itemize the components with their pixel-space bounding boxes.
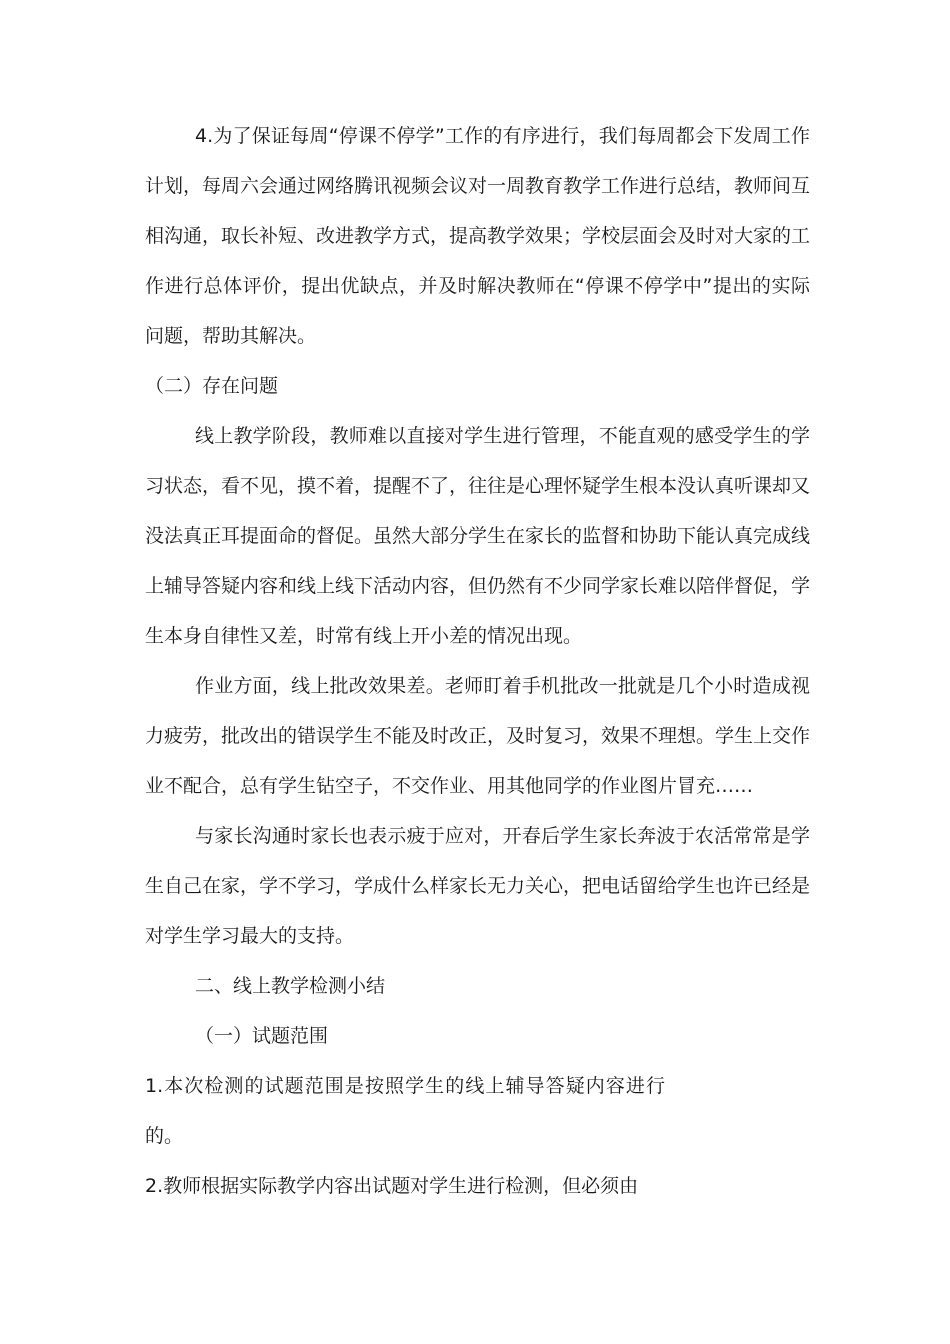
paragraph-homework: 作业方面，线上批改效果差。老师盯着手机批改一批就是几个小时造成视力疲劳，批改出的错误学生不能及时改正，及时复习，效果不理想。学生上交作业不配合，总有学生钻空子，不交作业、用其他同学的作业图片冒充……	[145, 675, 811, 797]
section-heading-problems: （二）存在问题	[145, 375, 279, 397]
section-heading-test-summary: 二、线上教学检测小结	[195, 975, 386, 997]
list-item-2: 2.教师根据实际教学内容出试题对学生进行检测，但必须由	[145, 1175, 639, 1197]
paragraph-weekly-plan: 4.为了保证每周“停课不停学”工作的有序进行，我们每周都会下发周工作计划，每周六会通过网络腾讯视频会议对一周教育教学工作进行总结，教师间互相沟通，取长补短、改进教学方式，提高教学效果；学校层面会及时对大家的工作进行总体评价，提出优缺点，并及时解决教师在“停课不停学中”提出的实际问题，帮助其解决。	[145, 125, 811, 347]
subsection-heading-test-scope: （一）试题范围	[195, 1025, 329, 1047]
list-item-1: 1.本次检测的试题范围是按照学生的线上辅导答疑内容进行的。	[145, 1075, 665, 1147]
paragraph-parents: 与家长沟通时家长也表示疲于应对，开春后学生家长奔波于农活常常是学生自己在家，学不学习，学成什么样家长无力关心，把电话留给学生也许已经是对学生学习最大的支持。	[145, 825, 811, 947]
paragraph-online-teaching: 线上教学阶段，教师难以直接对学生进行管理，不能直观的感受学生的学习状态，看不见，摸不着，提醒不了，往往是心理怀疑学生根本没认真听课却又没法真正耳提面命的督促。虽然大部分学生在家长的监督和协助下能认真完成线上辅导答疑内容和线上线下活动内容，但仍然有不少同学家长难以陪伴督促，学生本身自律性又差，时常有线上开小差的情况出现。	[145, 425, 811, 647]
